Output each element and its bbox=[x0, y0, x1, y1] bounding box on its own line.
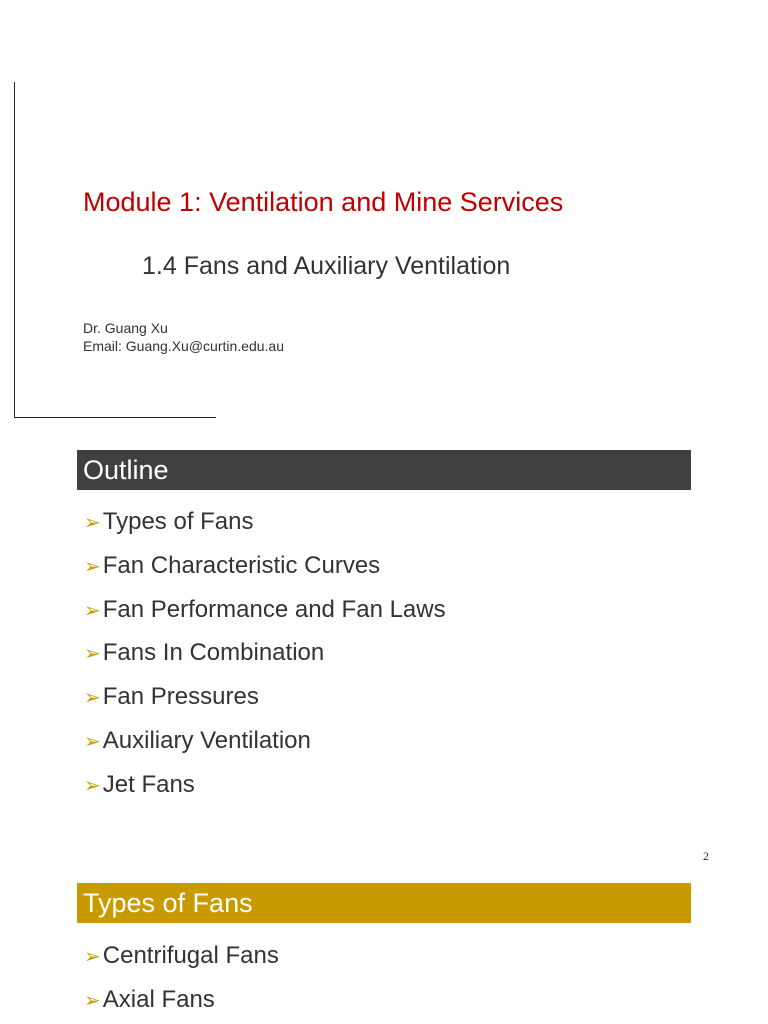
arrow-bullet-icon: ➢ bbox=[84, 989, 101, 1012]
outline-item bbox=[84, 631, 446, 675]
arrow-bullet-icon: ➢ bbox=[84, 946, 101, 968]
outline-item bbox=[84, 719, 446, 763]
outline-header: Outline bbox=[77, 450, 691, 490]
slide-border-horizontal bbox=[14, 417, 216, 418]
outline-item-label: Fan Performance and Fan Laws bbox=[102, 595, 446, 623]
outline-item-label: Types of Fans bbox=[102, 508, 254, 535]
author-block bbox=[83, 319, 284, 355]
outline-item-label: Jet Fans bbox=[102, 770, 195, 798]
author-name: Dr. Guang Xu bbox=[83, 320, 168, 336]
arrow-bullet-icon: ➢ bbox=[84, 512, 101, 534]
title-slide bbox=[0, 0, 768, 430]
fan-type-item bbox=[84, 934, 279, 978]
arrow-bullet-icon: ➢ bbox=[84, 555, 101, 578]
module-subtitle: 1.4 Fans and Auxiliary Ventilation bbox=[142, 252, 511, 280]
arrow-bullet-icon: ➢ bbox=[84, 643, 101, 666]
fan-type-label: Centrifugal Fans bbox=[102, 942, 279, 969]
arrow-bullet-icon: ➢ bbox=[84, 774, 101, 797]
types-of-fans-header: Types of Fans bbox=[77, 883, 691, 923]
arrow-bullet-icon: ➢ bbox=[84, 599, 101, 622]
types-of-fans-list bbox=[84, 934, 279, 1022]
outline-list bbox=[84, 500, 446, 807]
outline-item bbox=[84, 500, 446, 544]
outline-item bbox=[84, 588, 446, 632]
outline-item bbox=[84, 675, 446, 719]
fan-type-item bbox=[84, 978, 279, 1022]
arrow-bullet-icon: ➢ bbox=[84, 730, 101, 753]
outline-item-label: Fan Characteristic Curves bbox=[102, 551, 381, 579]
arrow-bullet-icon: ➢ bbox=[84, 687, 101, 710]
outline-item-label: Auxiliary Ventilation bbox=[102, 726, 311, 754]
fan-type-label: Axial Fans bbox=[102, 985, 215, 1013]
outline-item-label: Fans In Combination bbox=[102, 639, 325, 667]
outline-item-label: Fan Pressures bbox=[102, 683, 259, 711]
slide-border-vertical bbox=[14, 82, 15, 418]
outline-item bbox=[84, 544, 446, 588]
module-title: Module 1: Ventilation and Mine Services bbox=[83, 187, 564, 217]
page-number: 2 bbox=[703, 849, 709, 863]
outline-item bbox=[84, 763, 446, 807]
author-email: Email: Guang.Xu@curtin.edu.au bbox=[83, 338, 284, 354]
